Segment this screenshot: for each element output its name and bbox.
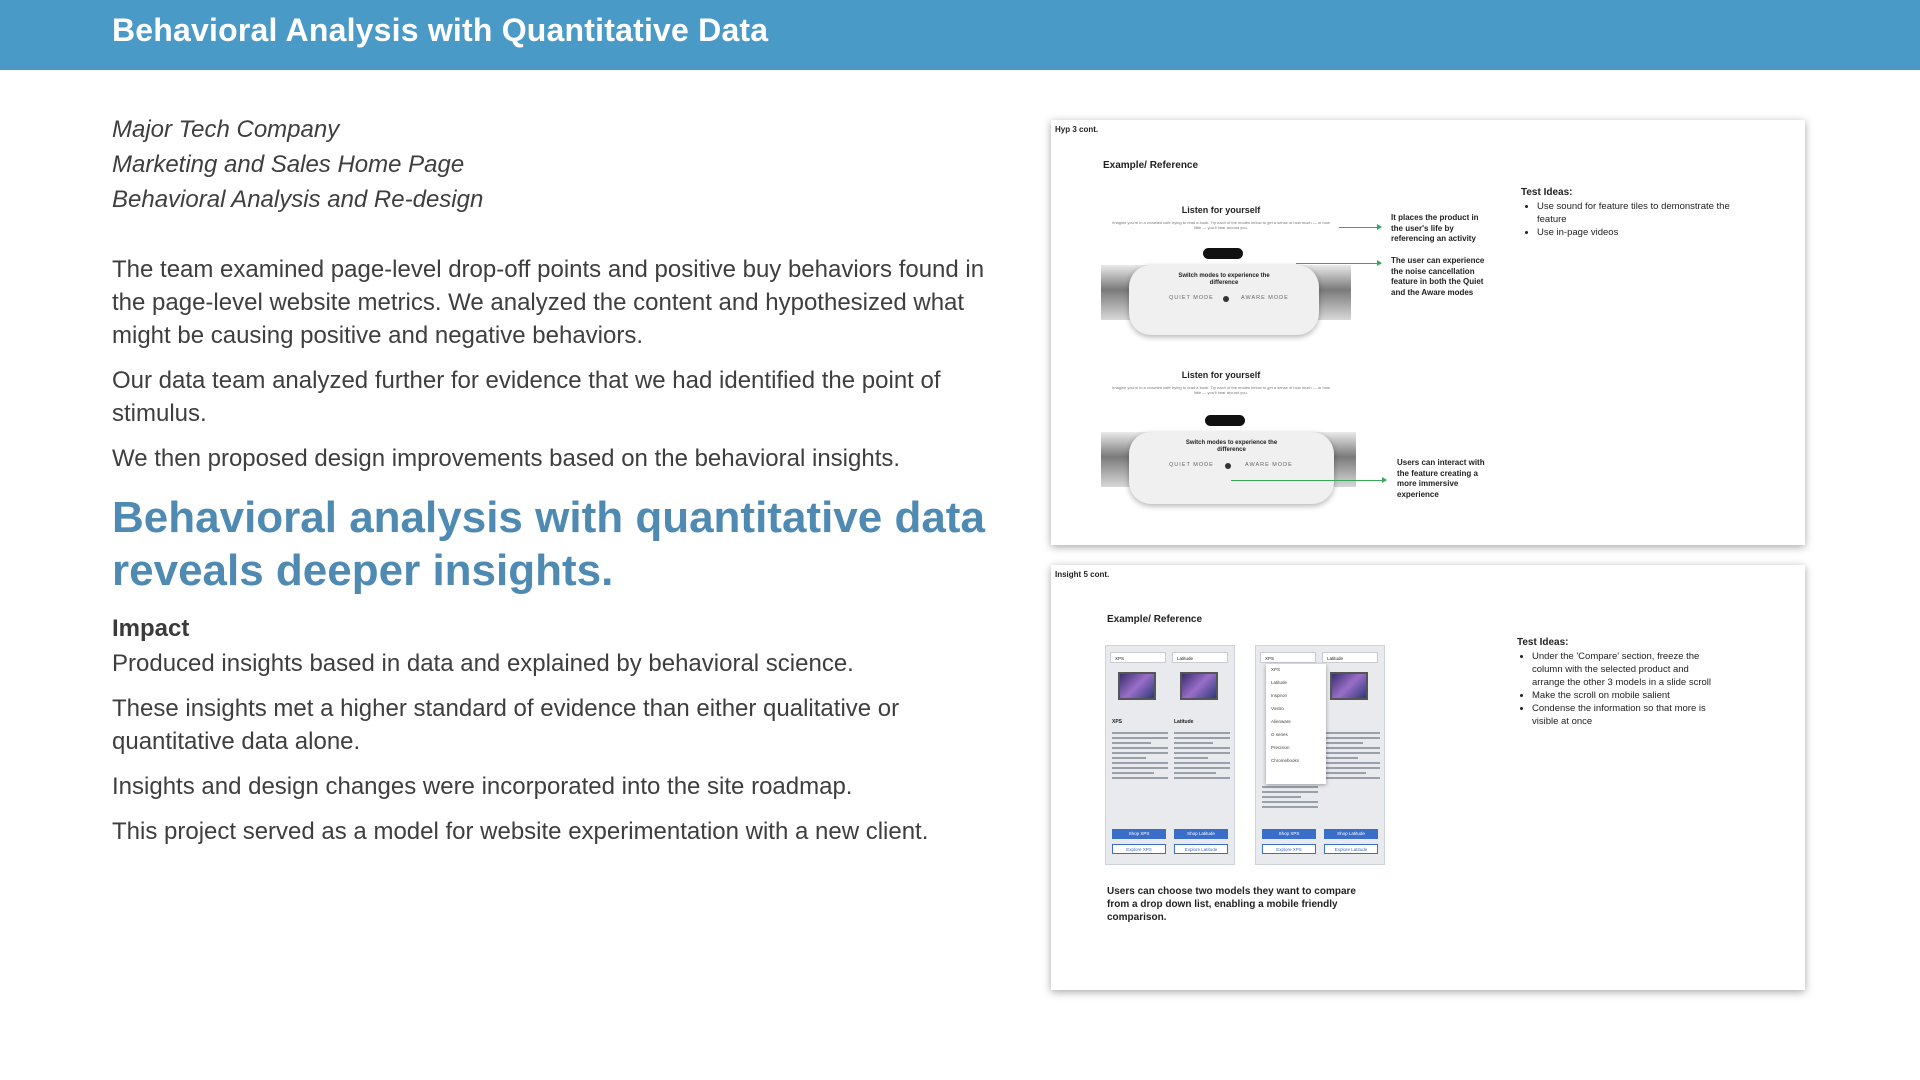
dropdown-option[interactable]: Precision xyxy=(1271,745,1290,750)
slide-insight-5 xyxy=(1051,565,1805,990)
impact-block xyxy=(112,647,992,848)
explore-button[interactable]: Explore XPS xyxy=(1112,844,1166,854)
listen-subtext: Imagine you're in a crowded café trying to read a book. Try each of the modes below to get a sense of how much — or how little — you'll hear around you. xyxy=(1112,385,1330,395)
model-select-left[interactable]: XPS xyxy=(1110,652,1166,663)
callout-note: It places the product in the user's life by referencing an activity xyxy=(1391,213,1479,243)
product-name: XPS xyxy=(1112,719,1123,725)
spec-lines xyxy=(1262,786,1318,811)
mobile-compare-screen xyxy=(1105,645,1235,865)
example-caption: Users can choose two models they want to compare from a drop down list, enabling a mobile friendly comparison. xyxy=(1107,886,1356,923)
callout-arrow xyxy=(1339,227,1381,228)
spec-lines xyxy=(1174,732,1230,782)
shop-button[interactable]: Shop Latitude xyxy=(1174,829,1228,839)
listen-subtext: Imagine you're in a crowded café trying to read a book. Try each of the modes below to get a sense of how much — or how little — you'll hear around you. xyxy=(1112,220,1330,230)
explore-button[interactable]: Explore Latitude xyxy=(1174,844,1228,854)
test-idea: • Condense the information so that more is visible at once xyxy=(1532,702,1718,728)
body-paragraph: Our data team analyzed further for evidence that we had identified the point of stimulus. xyxy=(112,367,941,427)
explore-button[interactable]: Explore XPS xyxy=(1262,844,1316,854)
impact-heading: Impact xyxy=(112,615,190,642)
body-paragraph: We then proposed design improvements based on the behavioral insights. xyxy=(112,445,901,472)
mode-toggle[interactable] xyxy=(1225,463,1231,469)
callout-arrow xyxy=(1231,480,1386,481)
test-ideas-list xyxy=(1518,650,1718,728)
test-idea: • Use sound for feature tiles to demonstrate the feature xyxy=(1537,200,1757,226)
impact-item: Insights and design changes were incorporated into the site roadmap. xyxy=(112,773,853,800)
aware-mode-label[interactable]: AWARE MODE xyxy=(1245,462,1293,468)
model-select-right[interactable]: Latitude xyxy=(1322,652,1378,663)
intro-block xyxy=(112,112,992,217)
listen-title: Listen for yourself xyxy=(1181,205,1261,215)
intro-page: Marketing and Sales Home Page xyxy=(112,151,465,178)
impact-item: This project served as a model for website experimentation with a new client. xyxy=(112,818,929,845)
shop-button[interactable]: Shop XPS xyxy=(1262,829,1316,839)
model-dropdown[interactable] xyxy=(1266,664,1326,784)
shop-button[interactable]: Shop Latitude xyxy=(1324,829,1378,839)
shop-button[interactable]: Shop XPS xyxy=(1112,829,1166,839)
callout-note: The user can experience the noise cancellation feature in both the Quiet and the Aware modes xyxy=(1391,256,1485,297)
impact-item: These insights met a higher standard of evidence than either qualitative or quantitative data alone. xyxy=(112,695,900,755)
intro-project: Behavioral Analysis and Re-design xyxy=(112,186,484,213)
listen-title: Listen for yourself xyxy=(1181,370,1261,380)
switch-title: Switch modes to experience the difference xyxy=(1185,440,1278,453)
quiet-mode-label[interactable]: QUIET MODE xyxy=(1169,462,1214,468)
mode-switch-card xyxy=(1129,265,1319,335)
test-ideas-heading: Test Ideas: xyxy=(1521,187,1573,198)
test-ideas-list xyxy=(1523,200,1757,239)
model-select-left[interactable]: XPS xyxy=(1260,652,1316,663)
switch-title: Switch modes to experience the difference xyxy=(1178,273,1270,286)
dropdown-option[interactable]: Alienware xyxy=(1271,719,1291,724)
slide-label: Hyp 3 cont. xyxy=(1055,125,1099,134)
spec-lines xyxy=(1112,732,1168,782)
explore-button[interactable]: Explore Latitude xyxy=(1324,844,1378,854)
play-button[interactable] xyxy=(1205,415,1245,426)
callout-note: Users can interact with the feature creating a more immersive experience xyxy=(1397,458,1485,499)
reference-title: Example/ Reference xyxy=(1107,614,1203,625)
callout-arrow xyxy=(1296,263,1381,264)
dropdown-option[interactable]: Latitude xyxy=(1271,680,1288,685)
aware-mode-label[interactable]: AWARE MODE xyxy=(1241,295,1289,301)
mode-toggle[interactable] xyxy=(1223,296,1229,302)
model-select-right[interactable]: Latitude xyxy=(1172,652,1228,663)
mode-switch-card xyxy=(1129,432,1334,504)
test-idea: • Use in-page videos xyxy=(1537,226,1757,239)
test-idea: • Make the scroll on mobile salient xyxy=(1532,689,1718,702)
dropdown-option[interactable]: Inspiron xyxy=(1271,693,1288,698)
dropdown-option[interactable]: Chromebooks xyxy=(1271,758,1300,763)
title-bar xyxy=(0,0,1920,70)
play-button[interactable] xyxy=(1203,248,1243,259)
quiet-mode-label[interactable]: QUIET MODE xyxy=(1169,295,1214,301)
slide-hyp-3 xyxy=(1051,120,1805,545)
laptop-image xyxy=(1180,672,1218,700)
body-block xyxy=(112,253,992,475)
body-paragraph: The team examined page-level drop-off points and positive buy behaviors found in the page-level website metrics. We analyzed the content and hypothesized what might be causing positive and negative behaviors. xyxy=(112,256,985,349)
mobile-compare-screen-dropdown xyxy=(1255,645,1385,865)
text-column xyxy=(112,112,992,860)
product-name: Latitude xyxy=(1174,719,1194,725)
spec-lines xyxy=(1324,732,1380,782)
headline: Behavioral analysis with quantitative data reveals deeper insights. xyxy=(112,493,985,595)
impact-item: Produced insights based in data and explained by behavioral science. xyxy=(112,650,854,677)
laptop-image xyxy=(1330,672,1368,700)
laptop-image xyxy=(1118,672,1156,700)
dropdown-option[interactable]: Vostro xyxy=(1271,706,1284,711)
test-idea: • Under the 'Compare' section, freeze the column with the selected product and arrange the other 3 models in a slide scroll xyxy=(1532,650,1718,689)
reference-title: Example/ Reference xyxy=(1103,160,1199,171)
dropdown-option[interactable]: XPS xyxy=(1271,667,1281,672)
test-ideas-heading: Test Ideas: xyxy=(1517,637,1569,648)
intro-company: Major Tech Company xyxy=(112,116,340,143)
page-title: Behavioral Analysis with Quantitative Data xyxy=(112,12,769,48)
dropdown-option[interactable]: G series xyxy=(1271,732,1288,737)
slide-label: Insight 5 cont. xyxy=(1055,570,1110,579)
